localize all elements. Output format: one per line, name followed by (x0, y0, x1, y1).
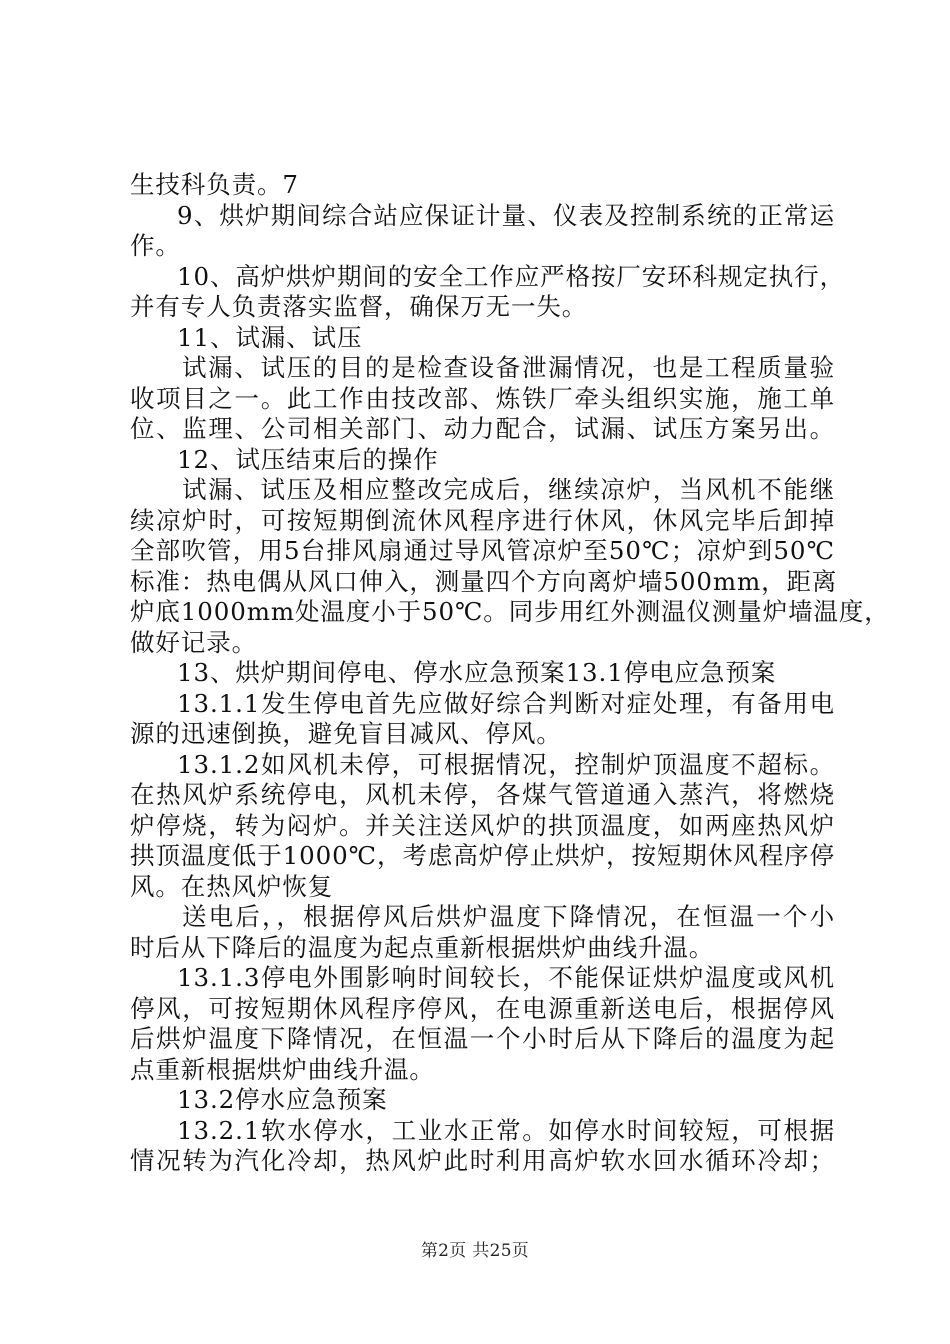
text-line: 13.1.3停电外围影响时间较长，不能保证烘炉温度或风机 (177, 963, 835, 992)
text-line: 13.1.1发生停电首先应做好综合判断对症处理，有备用电 (177, 688, 835, 718)
text-line: 13.1.2如风机未停，可根据情况，控制炉顶温度不超标。 (177, 749, 835, 779)
text-line: 13、烘炉期间停电、停水应急预案13.1停电应急预案 (177, 658, 777, 687)
text-line: 源的迅速倒换，避免盲目减风、停风。 (130, 719, 562, 748)
text-line: 11、试漏、试压 (177, 322, 363, 352)
text-line: 炉停烧，转为闷炉。并关注送风炉的拱顶温度，如两座热风炉 (130, 810, 835, 840)
text-line: 在热风炉系统停电，风机未停，各煤气管道通入蒸汽，将燃烧 (130, 780, 835, 809)
text-line: 作。 (130, 231, 181, 260)
text-line: 风。在热风炉恢复 (130, 871, 334, 901)
text-line: 全部吹管，用5台排风扇通过导风管凉炉至50℃；凉炉到50℃ (130, 536, 835, 565)
text-line: 试漏、试压的目的是检查设备泄漏情况，也是工程质量验 (182, 353, 835, 382)
text-line: 标准：热电偶从风口伸入，测量四个方向离炉墙500mm，距离 (130, 566, 838, 596)
text-line: 试漏、试压及相应整改完成后，继续凉炉，当风机不能继 (182, 475, 835, 504)
text-line: 位、监理、公司相关部门、动力配合，试漏、试压方案另出。 (130, 414, 835, 443)
text-line: 生技科负责。7 (130, 170, 299, 199)
text-line: 时后从下降后的温度为起点重新根据烘炉曲线升温。 (130, 932, 715, 962)
text-line: 并有专人负责落实监督，确保万无一失。 (130, 292, 588, 321)
text-line: 停风，可按短期休风程序停风，在电源重新送电后，根据停风 (130, 993, 835, 1023)
document-body (130, 170, 890, 1177)
text-line: 拱顶温度低于1000℃，考虑高炉停止烘炉，按短期休风程序停 (130, 841, 835, 870)
text-line: 收项目之一。此工作由技改部、炼铁厂牵头组织实施，施工单 (130, 383, 835, 413)
text-line: 炉底1000mm处温度小于50℃。同步用红外测温仪测量炉墙温度， (130, 597, 890, 626)
text-line: 10、高炉烘炉期间的安全工作应严格按厂安环科规定执行， (177, 261, 845, 291)
text-line: 点重新根据烘炉曲线升温。 (130, 1054, 435, 1084)
page-footer: 第2页 共25页 (420, 1241, 530, 1261)
text-line: 送电后，，根据停风后烘炉温度下降情况，在恒温一个小 (182, 902, 835, 931)
text-line: 续凉炉时，可按短期倒流休风程序进行休风，休风完毕后卸掉 (130, 505, 835, 535)
text-line: 12、试压结束后的操作 (177, 444, 439, 474)
text-line: 做好记录。 (130, 627, 257, 657)
text-line: 后烘炉温度下降情况，在恒温一个小时后从下降后的温度为起 (130, 1024, 835, 1053)
text-line: 9、烘炉期间综合站应保证计量、仪表及控制系统的正常运 (177, 200, 835, 230)
text-line: 13.2.1软水停水，工业水正常。如停水时间较短，可根据 (177, 1115, 835, 1145)
text-line: 情况转为汽化冷却，热风炉此时利用高炉软水回水循环冷却； (130, 1146, 835, 1175)
text-line: 13.2停水应急预案 (177, 1085, 388, 1114)
